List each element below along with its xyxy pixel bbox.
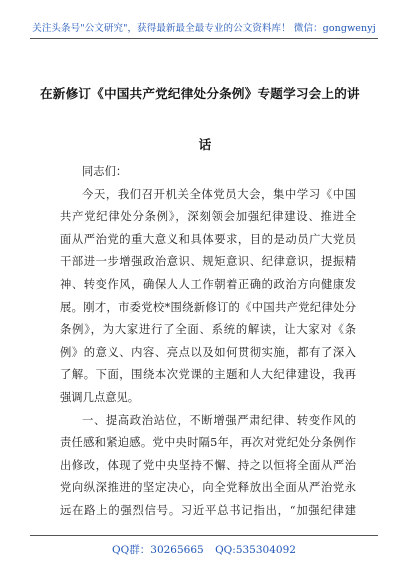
body-line: 了解。下面，围绕本次党课的主题和人大纪律建设，我再 <box>60 368 356 382</box>
footer-qq-group: QQ群：30265665 <box>112 544 204 556</box>
body-line: 神、转变作风，确保人人工作朝着正确的政治方向健康发 <box>60 277 356 291</box>
document-title <box>40 68 370 170</box>
footer-qq: QQ:535304092 <box>215 544 296 556</box>
body-line: 干部进一步增强政治意识、规矩意识、纪律意识，提振精 <box>60 255 356 269</box>
body-line: 强调几点意见。 <box>60 390 140 404</box>
body-line: 责任感和紧迫感。党中央时隔5年，再次对党纪处分条例作 <box>60 436 356 450</box>
title-line-2: 话 <box>198 137 212 152</box>
header-divider <box>30 38 378 39</box>
document-body <box>60 161 356 523</box>
page-header-banner: 关注头条号"公文研究"，获得最新最全最专业的公文资料库！ 微信：gongwenyj <box>32 23 376 34</box>
body-line: 出修改，体现了党中央坚持不懈、持之以恒将全面从严治 <box>60 458 356 472</box>
body-line: 一、提高政治站位，不断增强严肃纪律、转变作风的 <box>82 413 356 427</box>
body-line: 条例》，为大家进行了全面、系统的解读，让大家对《条 <box>60 323 356 337</box>
body-line: 今天，我们召开机关全体党员大会，集中学习《中国 <box>82 187 356 201</box>
body-line: 展。刚才，市委党校*围绕新修订的《中国共产党纪律处分 <box>60 300 356 314</box>
body-line: 例》的意义、内容、亮点以及如何贯彻实施，都有了深入 <box>60 345 356 359</box>
body-line: 远在路上的强烈信号。习近平总书记指出，“加强纪律建 <box>60 503 356 517</box>
page-footer <box>0 542 408 557</box>
body-paragraphs <box>60 184 356 523</box>
greeting: 同志们： <box>82 165 128 178</box>
footer-divider <box>30 535 378 536</box>
body-line: 党向纵深推进的坚定决心，向全党释放出全面从严治党永 <box>60 481 356 495</box>
body-line: 共产党纪律处分条例》，深刻领会加强纪律建设、推进全 <box>60 210 356 224</box>
title-line-1: 在新修订《中国共产党纪律处分条例》专题学习会上的讲 <box>40 86 360 101</box>
body-line: 面从严治党的重大意义和具体要求，目的是动员广大党员 <box>60 232 356 246</box>
